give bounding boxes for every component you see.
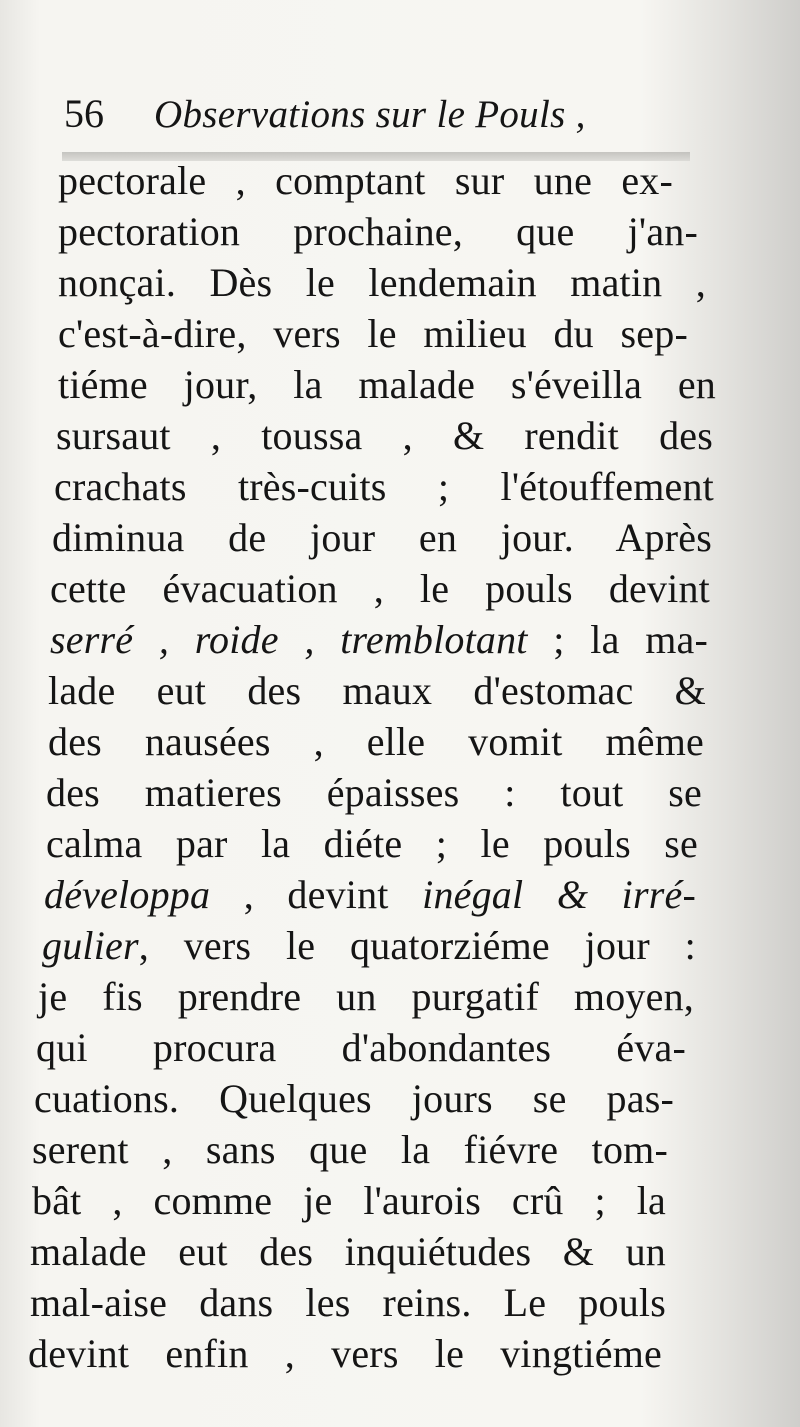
text-line [28, 1226, 666, 1277]
roman-text: nonçai. Dès le lendemain matin , [58, 260, 706, 305]
roman-text: ; la ma- [527, 617, 709, 662]
text-line [28, 1022, 686, 1073]
text-line [28, 512, 712, 563]
text-line [28, 1175, 666, 1226]
italic-text: serré , roide , tremblotant [50, 617, 528, 662]
roman-text: des nausées , elle vomit même [48, 719, 704, 764]
italic-text: inégal & irré- [422, 872, 696, 917]
roman-text: bât , comme je l'aurois crû ; la [32, 1178, 666, 1223]
text-line [28, 869, 696, 920]
text-line [28, 206, 698, 257]
roman-text: qui procura d'abondantes éva- [36, 1025, 686, 1070]
body-text [28, 155, 716, 1379]
text-line [28, 410, 713, 461]
text-line [28, 1073, 674, 1124]
roman-text: , devint [210, 872, 423, 917]
roman-text: cuations. Quelques jours se pas- [34, 1076, 674, 1121]
text-line [28, 971, 694, 1022]
running-title: Observations sur le Pouls , [154, 93, 586, 136]
italic-text: gulier [42, 923, 139, 968]
text-line [28, 920, 696, 971]
roman-text: serent , sans que la fiévre tom- [32, 1127, 668, 1172]
roman-text: pectorale , comptant sur une ex- [58, 158, 673, 203]
roman-text: des matieres épaisses : tout se [46, 770, 702, 815]
roman-text: diminua de jour en jour. Après [52, 515, 712, 560]
roman-text: je fis prendre un purgatif moyen, [38, 974, 694, 1019]
text-line [28, 665, 706, 716]
text-line [28, 155, 673, 206]
text-line [28, 1124, 668, 1175]
text-line [28, 257, 706, 308]
roman-text: pectoration prochaine, que j'an- [58, 209, 698, 254]
text-line [28, 359, 716, 410]
roman-text: devint enfin , vers le vingtiéme [28, 1331, 662, 1376]
roman-text: sursaut , toussa , & rendit des [56, 413, 713, 458]
roman-text: malade eut des inquiétudes & un [30, 1229, 666, 1274]
roman-text: cette évacuation , le pouls devint [50, 566, 710, 611]
roman-text: tiéme jour, la malade s'éveilla en [58, 362, 716, 407]
roman-text: mal-aise dans les reins. Le pouls [30, 1280, 666, 1325]
page-header [62, 86, 662, 146]
text-line [28, 1328, 662, 1379]
italic-text: développa [44, 872, 211, 917]
roman-text: crachats très-cuits ; l'étouffement [54, 464, 714, 509]
page-number: 56 [64, 91, 104, 136]
text-line [28, 716, 704, 767]
roman-text: , vers le quatorziéme jour : [138, 923, 696, 968]
text-line [28, 461, 714, 512]
roman-text: lade eut des maux d'estomac & [48, 668, 706, 713]
roman-text: calma par la diéte ; le pouls se [46, 821, 698, 866]
text-line [28, 818, 698, 869]
text-line [28, 614, 708, 665]
text-line [28, 563, 710, 614]
text-line [28, 1277, 666, 1328]
text-line [28, 767, 702, 818]
roman-text: c'est-à-dire, vers le milieu du sep- [58, 311, 688, 356]
text-line [28, 308, 688, 359]
